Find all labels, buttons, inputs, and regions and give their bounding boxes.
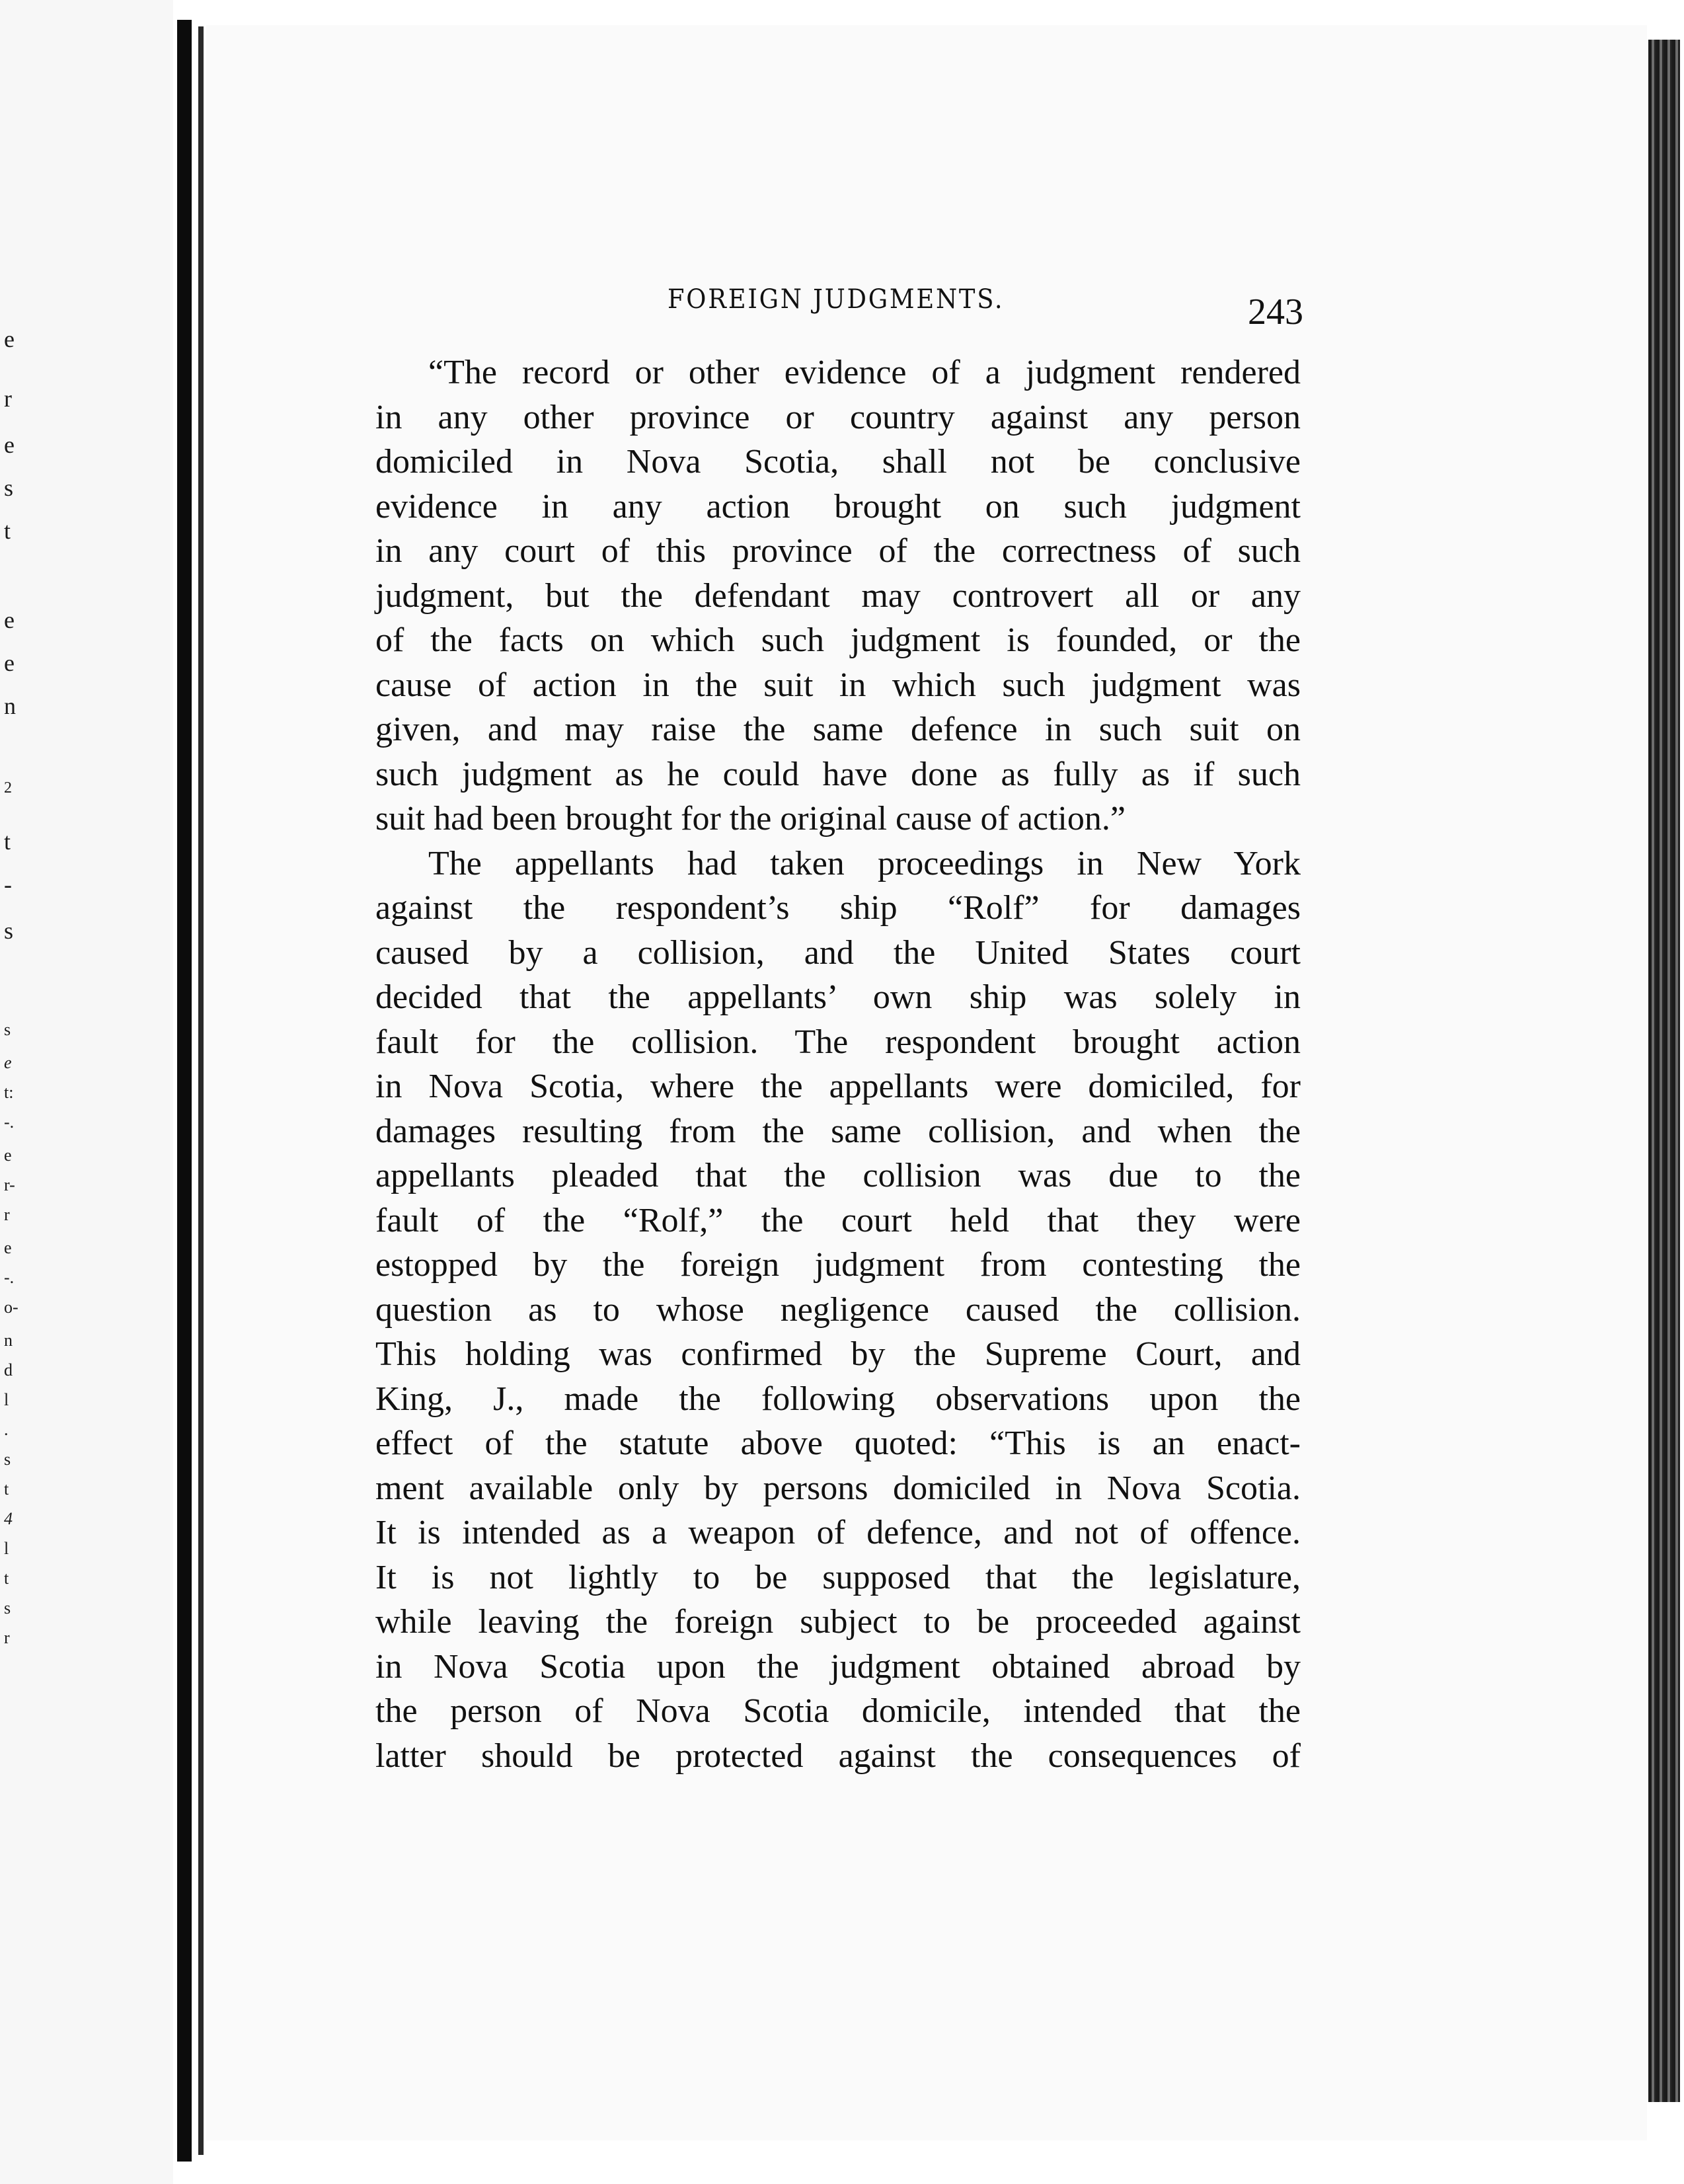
edge-letter: t: <box>4 1083 14 1102</box>
text-line: in any court of this province of the correctness of such <box>375 532 1301 570</box>
text-line: The appellants had taken proceedings in New York <box>428 844 1301 882</box>
edge-letter: -. <box>4 1268 15 1287</box>
edge-letter: t <box>4 1479 9 1499</box>
edge-letter: 4 <box>4 1509 13 1528</box>
edge-letter: s <box>4 1020 11 1039</box>
facing-page-letters <box>0 0 33 2184</box>
edge-letter: e <box>4 1146 12 1165</box>
facing-page-edge <box>0 0 173 2184</box>
edge-letter: e <box>4 432 15 458</box>
edge-letter: -. <box>4 1112 15 1132</box>
text-line: question as to whose negligence caused the collision. <box>375 1290 1301 1329</box>
text-line: damages resulting from the same collision, and when the <box>375 1112 1301 1150</box>
body-text <box>375 350 1301 1778</box>
edge-letter: t <box>4 1569 9 1588</box>
edge-letter: s <box>4 917 14 944</box>
text-line: “The record or other evidence of a judgment rendered <box>428 354 1301 391</box>
text-line: caused by a collision, and the United States court <box>375 933 1301 972</box>
edge-letter: r <box>4 1628 10 1647</box>
text-line: decided that the appellants’ own ship was solely in <box>375 978 1301 1016</box>
text-line: while leaving the foreign subject to be proceeded against <box>375 1603 1301 1641</box>
edge-letter: r <box>4 1205 10 1224</box>
edge-letter: d <box>4 1360 13 1380</box>
edge-letter: l <box>4 1390 9 1409</box>
text-line: suit had been brought for the original cause of action.” <box>375 800 1126 838</box>
text-line: given, and may raise the same defence in such suit on <box>375 711 1301 748</box>
edge-letter: e <box>4 1053 12 1072</box>
page-number: 243 <box>1248 292 1303 332</box>
edge-letter: e <box>4 607 15 633</box>
text-line: in Nova Scotia, where the appellants were domiciled, for <box>375 1068 1301 1105</box>
edge-letter: . <box>4 1420 9 1439</box>
running-head: FOREIGN JUDGMENTS. <box>668 284 1005 315</box>
edge-letter: r <box>4 385 12 412</box>
edge-letter: - <box>4 871 12 898</box>
text-line: against the respondent’s ship “Rolf” for damages <box>375 889 1301 927</box>
text-line: in any other province or country against any person <box>375 398 1301 436</box>
text-line: This holding was confirmed by the Supreme Court, and <box>375 1335 1301 1373</box>
text-line: estopped by the foreign judgment from contesting the <box>375 1246 1301 1284</box>
text-line: fault of the “Rolf,” the court held that they were <box>375 1201 1301 1239</box>
text-line: effect of the statute above quoted: “This is an enact- <box>375 1424 1301 1462</box>
text-line: in Nova Scotia upon the judgment obtained abroad by <box>375 1647 1301 1686</box>
edge-letter: e <box>4 1238 12 1257</box>
edge-letter: t <box>4 828 11 855</box>
text-line: It is intended as a weapon of defence, and not of offence. <box>375 1514 1301 1551</box>
edge-letter: s <box>4 1450 11 1469</box>
edge-letter: t <box>4 518 11 544</box>
edge-letter: r- <box>4 1175 15 1194</box>
edge-letter: s <box>4 1598 11 1618</box>
text-line: judgment, but the defendant may controvert all or any <box>375 576 1301 615</box>
page-block-edge <box>1648 40 1680 2102</box>
text-line: evidence in any action brought on such judgment <box>375 487 1301 526</box>
edge-letter: e <box>4 650 15 676</box>
edge-letter: l <box>4 1539 9 1558</box>
text-line: It is not lightly to be supposed that the legislature, <box>375 1558 1301 1596</box>
text-line: cause of action in the suit in which such judgment was <box>375 666 1301 704</box>
edge-letter: 2 <box>4 779 12 797</box>
text-line: appellants pleaded that the collision was due to the <box>375 1157 1301 1194</box>
edge-letter: e <box>4 326 15 352</box>
text-line: fault for the collision. The respondent brought action <box>375 1023 1301 1061</box>
edge-letter: n <box>4 1331 13 1350</box>
text-line: the person of Nova Scotia domicile, intended that the <box>375 1692 1301 1730</box>
edge-letter: s <box>4 475 14 501</box>
text-line: of the facts on which such judgment is founded, or the <box>375 621 1301 659</box>
binding-shadow <box>177 20 192 2162</box>
text-line: King, J., made the following observations upon the <box>375 1380 1301 1418</box>
edge-letter: n <box>4 693 16 719</box>
text-line: such judgment as he could have done as fully as if such <box>375 755 1301 793</box>
text-line: latter should be protected against the consequences of <box>375 1736 1301 1775</box>
binding-line <box>198 26 204 2155</box>
edge-letter: o- <box>4 1298 19 1317</box>
text-line: domiciled in Nova Scotia, shall not be conclusive <box>375 443 1301 481</box>
text-line: ment available only by persons domiciled in Nova Scotia. <box>375 1469 1301 1507</box>
